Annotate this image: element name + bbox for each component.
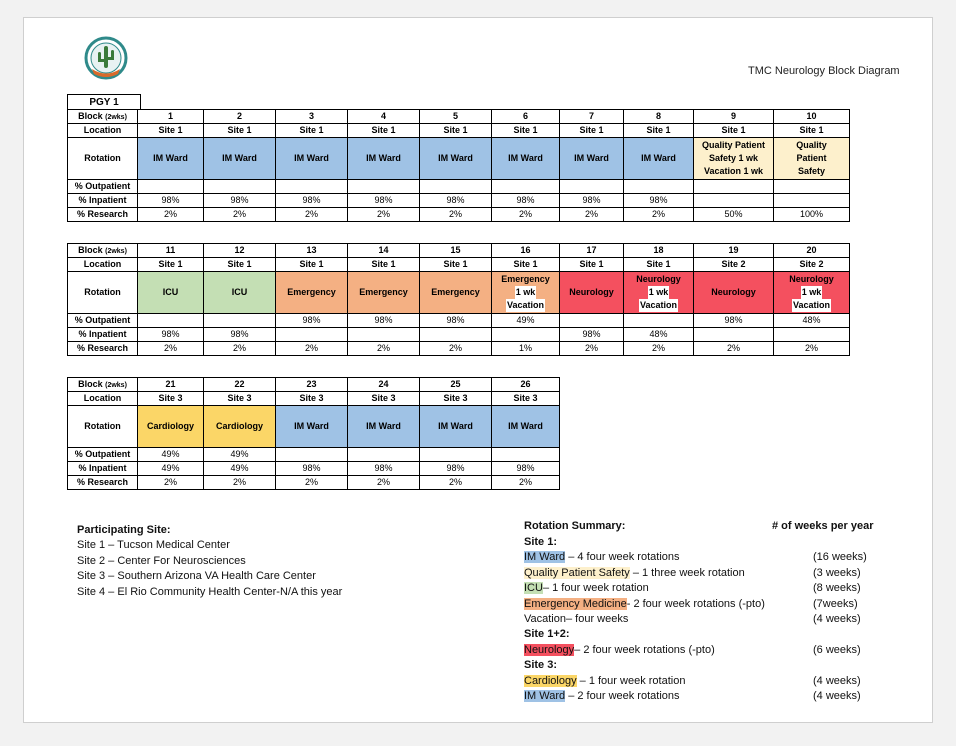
rotation-text: 1 wk [515,287,536,297]
inpatient-cell: 98% [276,194,348,208]
inpatient-cell: 98% [204,194,276,208]
outpatient-cell [276,180,348,194]
rotation-cell [276,138,348,180]
outpatient-cell [420,180,492,194]
rotation-row [68,138,850,180]
location-cell: Site 1 [774,124,850,138]
summary-item [524,644,884,659]
weeks-header: # of weeks per year [772,520,874,532]
summary-item-weeks: (6 weeks) [813,643,861,656]
block-number-cell: 9 [694,110,774,124]
rotation-cell [492,406,560,448]
rotation-row [68,272,850,314]
rotation-cell [420,272,492,314]
location-row [68,124,850,138]
inpatient-cell: 98% [348,462,420,476]
research-cell: 2% [774,342,850,356]
summary-item-weeks: (4 weeks) [813,689,861,702]
block-number-cell: 13 [276,244,348,258]
research-cell: 50% [694,208,774,222]
research-cell: 100% [774,208,850,222]
summary-item [524,551,884,566]
location-cell: Site 3 [348,392,420,406]
inpatient-cell [420,328,492,342]
summary-item-weeks: (8 weeks) [813,582,861,595]
inpatient-cell [276,328,348,342]
block-row-label [68,244,138,258]
rotation-cell [624,272,694,314]
rotation-cell [204,272,276,314]
block-label-suffix: (2wks) [105,247,127,255]
location-row-label: Location [68,258,138,272]
location-cell: Site 3 [276,392,348,406]
research-cell: 2% [420,342,492,356]
inpatient-cell: 48% [624,328,694,342]
rotation-cell [560,138,624,180]
rotation-cell [348,406,420,448]
research-cell: 2% [204,476,276,490]
inpatient-cell [774,194,850,208]
research-row [68,476,560,490]
research-cell: 2% [492,208,560,222]
rotation-cell [276,272,348,314]
outpatient-cell [774,180,850,194]
summary-item-detail: – 1 four week rotation [576,674,686,687]
rotation-text: IM Ward [641,153,676,163]
block-number-cell: 12 [204,244,276,258]
rotation-cell [138,138,204,180]
research-row-label: % Research [68,342,138,356]
inpatient-row-label: % Inpatient [68,328,138,342]
block-number-cell: 19 [694,244,774,258]
outpatient-cell [492,180,560,194]
location-cell: Site 1 [138,124,204,138]
outpatient-cell [560,314,624,328]
rotation-text: 1 wk [648,287,669,297]
block-number-cell: 7 [560,110,624,124]
research-cell: 2% [624,342,694,356]
location-cell: Site 1 [560,258,624,272]
rotation-text: Emergency [501,274,550,284]
research-cell: 2% [694,342,774,356]
inpatient-cell: 98% [624,194,694,208]
inpatient-cell [694,328,774,342]
block-table-1 [67,109,850,222]
rotation-text: IM Ward [294,153,329,163]
outpatient-row [68,180,850,194]
location-cell: Site 3 [204,392,276,406]
outpatient-cell [138,314,204,328]
rotation-text: Emergency [287,287,336,297]
research-cell: 2% [276,342,348,356]
summary-item-name: Neurology [524,643,575,656]
site-line: Site 1 – Tucson Medical Center [77,539,230,551]
block-label-suffix: (2wks) [105,113,127,121]
rotation-row [68,406,560,448]
inpatient-cell [348,328,420,342]
inpatient-cell: 49% [204,462,276,476]
rotation-text: Neurology [636,274,681,284]
inpatient-cell: 98% [560,194,624,208]
outpatient-cell [624,314,694,328]
block-number-cell: 11 [138,244,204,258]
research-cell: 2% [492,476,560,490]
block-row-label [68,110,138,124]
summary-item-name: Emergency Medicine [524,597,627,610]
location-cell: Site 1 [420,124,492,138]
inpatient-row-label: % Inpatient [68,462,138,476]
research-cell: 2% [624,208,694,222]
rotation-cell [420,406,492,448]
rotation-row-label: Rotation [68,406,138,448]
block-row [68,244,850,258]
location-cell: Site 1 [420,258,492,272]
rotation-cell [204,406,276,448]
summary-group-label: Site 1+2: [524,628,570,641]
summary-item [524,582,884,597]
rotation-text: IM Ward [574,153,609,163]
block-row [68,110,850,124]
summary-item-name: IM Ward [524,689,566,702]
research-cell: 2% [138,476,204,490]
block-number-cell: 25 [420,378,492,392]
block-number-cell: 15 [420,244,492,258]
research-cell: 2% [138,208,204,222]
inpatient-row [68,328,850,342]
rotation-text: Safety 1 wk [708,153,759,163]
pgy-label: PGY 1 [67,94,141,109]
location-row [68,258,850,272]
rotation-cell [774,272,850,314]
outpatient-row [68,448,560,462]
block-number-cell: 20 [774,244,850,258]
summary-item-detail: – four weeks [566,612,629,625]
rotation-cell [138,272,204,314]
outpatient-cell: 98% [420,314,492,328]
location-cell: Site 1 [276,258,348,272]
outpatient-cell: 98% [276,314,348,328]
summary-title: Rotation Summary: [524,520,626,532]
participating-sites [77,524,342,601]
block-number-cell: 22 [204,378,276,392]
summary-item-detail: – 1 three week rotation [629,566,745,579]
location-cell: Site 1 [276,124,348,138]
inpatient-cell [774,328,850,342]
research-cell: 2% [420,208,492,222]
outpatient-cell [694,180,774,194]
block-label-text: Block [78,244,106,255]
site-line: Site 2 – Center For Neurosciences [77,554,246,567]
outpatient-cell [492,448,560,462]
block-row [68,378,560,392]
block-number-cell: 10 [774,110,850,124]
research-cell: 2% [276,476,348,490]
outpatient-cell [348,448,420,462]
block-number-cell: 3 [276,110,348,124]
block-number-cell: 6 [492,110,560,124]
rotation-cell [694,138,774,180]
location-cell: Site 3 [138,392,204,406]
summary-item-name: IM Ward [524,551,566,564]
summary-item-weeks: (4 weeks) [813,674,861,687]
research-cell: 1% [492,342,560,356]
block-number-cell: 5 [420,110,492,124]
inpatient-cell: 98% [420,462,492,476]
outpatient-cell [204,314,276,328]
outpatient-cell [420,448,492,462]
inpatient-cell: 98% [348,194,420,208]
location-cell: Site 1 [348,124,420,138]
outpatient-cell: 48% [774,314,850,328]
location-cell: Site 1 [624,258,694,272]
rotation-text: Patient [796,153,827,163]
block-label-text: Block [78,378,106,389]
location-row [68,392,560,406]
summary-item-detail: – 4 four week rotations [565,551,680,564]
research-cell: 2% [560,208,624,222]
block-table-3 [67,377,560,490]
block-label-text: Block [78,110,106,121]
block-number-cell: 8 [624,110,694,124]
document-title: TMC Neurology Block Diagram [748,65,900,77]
research-cell: 2% [348,476,420,490]
rotation-cell [348,138,420,180]
location-cell: Site 1 [492,124,560,138]
rotation-text: IM Ward [222,153,257,163]
rotation-text: ICU [162,287,179,297]
rotation-text: Cardiology [215,421,263,431]
rotation-text: IM Ward [366,421,401,431]
research-cell: 2% [420,476,492,490]
rotation-text: IM Ward [438,153,473,163]
outpatient-row-label: % Outpatient [68,180,138,194]
location-cell: Site 1 [204,258,276,272]
rotation-text: Emergency [359,287,408,297]
inpatient-cell: 98% [420,194,492,208]
rotation-text: Quality [796,140,827,150]
inpatient-row [68,462,560,476]
block-number-cell: 24 [348,378,420,392]
research-row-label: % Research [68,476,138,490]
location-cell: Site 1 [204,124,276,138]
outpatient-cell [560,180,624,194]
summary-item-weeks: (3 weeks) [813,566,861,579]
rotation-row-label: Rotation [68,272,138,314]
block-number-cell: 17 [560,244,624,258]
summary-group-label: Site 3: [524,659,558,672]
block-table-2 [67,243,850,356]
inpatient-cell: 98% [204,328,276,342]
summary-item-detail: – 2 four week rotations (-pto) [574,643,715,656]
outpatient-cell [624,180,694,194]
rotation-cell [694,272,774,314]
rotation-text: Neurology [789,274,834,284]
summary-item [524,598,884,613]
rotation-text: Neurology [569,287,614,297]
summary-item-name: Vacation [524,612,566,625]
block-number-cell: 4 [348,110,420,124]
rotation-text: Vacation 1 wk [703,166,764,176]
rotation-text: IM Ward [508,421,543,431]
program-logo [84,36,128,80]
summary-item-name: ICU [524,582,543,595]
location-cell: Site 2 [694,258,774,272]
block-number-cell: 21 [138,378,204,392]
outpatient-row-label: % Outpatient [68,314,138,328]
block-number-cell: 2 [204,110,276,124]
location-cell: Site 3 [420,392,492,406]
research-cell: 2% [204,208,276,222]
block-number-cell: 26 [492,378,560,392]
outpatient-cell [276,448,348,462]
inpatient-cell: 49% [138,462,204,476]
rotation-cell [420,138,492,180]
location-cell: Site 1 [348,258,420,272]
rotation-text: Emergency [431,287,480,297]
rotation-text: Vacation [639,300,677,310]
location-row-label: Location [68,392,138,406]
site-line: Site 3 – Southern Arizona VA Health Care Center [77,570,316,582]
rotation-text: Safety [797,166,825,176]
inpatient-cell: 98% [492,194,560,208]
rotation-cell [492,272,560,314]
rotation-text: ICU [231,287,248,297]
rotation-row-label: Rotation [68,138,138,180]
document-page [23,17,933,723]
block-number-cell: 16 [492,244,560,258]
inpatient-cell [694,194,774,208]
rotation-text: IM Ward [438,421,473,431]
rotation-text: IM Ward [508,153,543,163]
inpatient-cell: 98% [138,194,204,208]
rotation-text: Vacation [506,300,544,310]
rotation-cell [560,272,624,314]
block-number-cell: 23 [276,378,348,392]
research-row [68,208,850,222]
research-cell: 2% [204,342,276,356]
rotation-text: IM Ward [294,421,329,431]
research-cell: 2% [138,342,204,356]
location-cell: Site 1 [492,258,560,272]
rotation-cell [348,272,420,314]
summary-item-detail: - 2 four week rotations (-pto) [626,597,765,610]
summary-item [524,675,884,690]
block-label-suffix: (2wks) [105,381,127,389]
location-cell: Site 1 [694,124,774,138]
rotation-text: Cardiology [146,421,194,431]
summary-item-detail: – 2 four week rotations [565,689,680,702]
block-number-cell: 18 [624,244,694,258]
inpatient-cell: 98% [276,462,348,476]
outpatient-cell: 98% [348,314,420,328]
inpatient-row [68,194,850,208]
rotation-text: IM Ward [366,153,401,163]
outpatient-cell: 49% [492,314,560,328]
research-cell: 2% [348,342,420,356]
outpatient-cell: 49% [204,448,276,462]
summary-item-detail: – 1 four week rotation [542,582,649,595]
summary-item-name: Quality Patient Safety [524,566,630,579]
outpatient-cell [204,180,276,194]
summary-item [524,613,884,628]
location-row-label: Location [68,124,138,138]
inpatient-cell: 98% [560,328,624,342]
research-cell: 2% [348,208,420,222]
location-cell: Site 1 [560,124,624,138]
block-number-cell: 1 [138,110,204,124]
location-cell: Site 1 [138,258,204,272]
research-row [68,342,850,356]
summary-item-weeks: (7weeks) [813,597,858,610]
outpatient-cell [138,180,204,194]
block-number-cell: 14 [348,244,420,258]
research-cell: 2% [560,342,624,356]
location-cell: Site 2 [774,258,850,272]
participating-title: Participating Site: [77,524,171,536]
rotation-text: Quality Patient [701,140,765,150]
rotation-text: Neurology [711,287,756,297]
summary-item-weeks: (16 weeks) [813,551,867,564]
outpatient-row-label: % Outpatient [68,448,138,462]
rotation-text: 1 wk [801,287,822,297]
rotation-cell [138,406,204,448]
summary-header [524,520,884,536]
summary-item [524,690,884,705]
rotation-text: Vacation [792,300,830,310]
rotation-text: IM Ward [153,153,188,163]
inpatient-cell: 98% [492,462,560,476]
inpatient-cell [492,328,560,342]
outpatient-cell [348,180,420,194]
outpatient-cell: 98% [694,314,774,328]
location-cell: Site 3 [492,392,560,406]
rotation-cell [774,138,850,180]
summary-item [524,567,884,582]
inpatient-cell: 98% [138,328,204,342]
rotation-cell [204,138,276,180]
rotation-cell [276,406,348,448]
summary-group-label: Site 1: [524,536,558,548]
rotation-summary [524,520,884,705]
rotation-cell [624,138,694,180]
summary-item-name: Cardiology [524,674,577,687]
site-line: Site 4 – El Rio Community Health Center-N/A this year [77,585,343,598]
summary-item-weeks: (4 weeks) [813,612,861,625]
inpatient-row-label: % Inpatient [68,194,138,208]
outpatient-cell: 49% [138,448,204,462]
outpatient-row [68,314,850,328]
location-cell: Site 1 [624,124,694,138]
block-row-label [68,378,138,392]
research-cell: 2% [276,208,348,222]
research-row-label: % Research [68,208,138,222]
rotation-cell [492,138,560,180]
